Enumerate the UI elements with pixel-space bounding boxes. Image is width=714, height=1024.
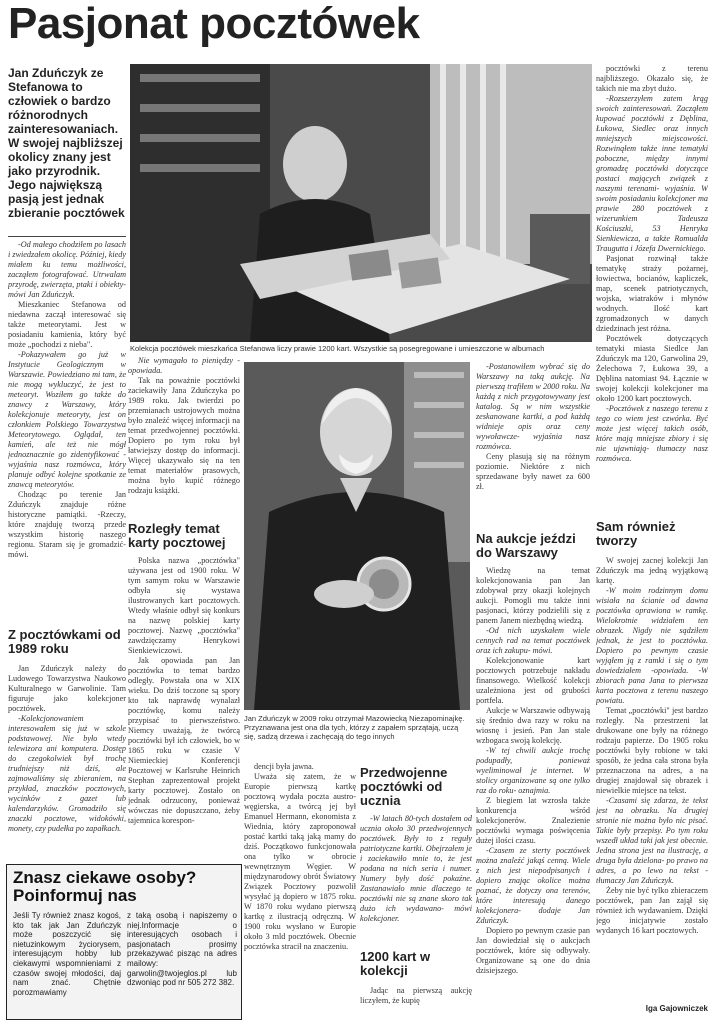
subheading-since-1989: Z pocztówkami od 1989 roku: [8, 627, 121, 656]
col5-paragraph: Temat „pocztówki" jest bardzo rozległy. Na przestrzeni lat drukowane one były na różnego rodzaju papierze. Do 1905 roku pocztówki były robione w taki sposób, że jedna cała strona była przeznaczona na adres, a na drugiej znajdował się obrazek i niewielkie miejsce na tekst.: [596, 706, 708, 795]
column-5-lower: [596, 556, 708, 996]
column-3: [244, 762, 356, 998]
photo-portrait-image: [244, 362, 470, 710]
lead-paragraph: Jan Zduńczyk ze Stefanowa to człowiek o bardzo różnorodnych zainteresowaniach. W swojej najbliższej okolicy znany jest jako przyrodnik. Jego największą pasją jest jednak zbieranie pocztówek: [8, 66, 125, 220]
col3-paragraph: dencji była jawna.: [254, 762, 314, 771]
col4-paragraph: Aukcje w Warszawie odbywają się średnio dwa razy w roku na wiosnę i jesień. Pan Jan stale wzbogaca swoją kolekcję.: [476, 706, 590, 745]
photo-collection: [130, 64, 592, 342]
promo-text-left: Jeśli Ty również znasz kogoś, kto tak jak Jan Zduńczyk może poszczycić się nietuzinkowym życiorysem, interesującym hobby lub ciekawymi wspomnieniami z czasów swojej młodości, daj nam znać. Chętnie porozmawiamy: [13, 911, 121, 997]
column-4-upper: [476, 362, 590, 528]
col4-paragraph: Z biegiem lat wzrosła także konkurencja wśród kolekcjonerów. Znalezienie pocztówki wymaga poświęcenia dużej ilości czasu.: [476, 796, 590, 845]
col5-paragraph: Pocztówek dotyczących tematyki miasta Siedlce Jan Zduńczyk ma 120, Garwolina 29, Żelechowa 7, Łukowa 39, a Dęblina natomiast 94. Łącznie w swojej kolekcji kolekcjoner ma około 1200 kart pocztowych.: [596, 334, 708, 403]
subheading-postcard-topic: Rozległy temat karty pocztowej: [128, 521, 226, 550]
column-3b: [360, 814, 472, 948]
col1-paragraph: -Od małego chodziłem po lasach i zwiedzałem okolicę. Później, kiedy miałem ku temu możliwości, zacząłem fotografować. Utrwalam przyrodę, zwierzęta, ptaki i obiekty- mówi Jan Zduńczyk.: [8, 240, 126, 299]
lead-divider: [8, 236, 126, 237]
promo-text-right: z taką osobą i napiszemy o niej.Informacje o interesujących osobach i pasjonatach prosimy przekazywać pisząc na adres mailowy: garwolin@twojeglos.pl lub dzwoniąc pod nr 505 272 382.: [127, 911, 237, 988]
col1-paragraph: -Kolekcjonowaniem interesowałem się już w szkole podstawowej. Nie było wtedy telewizora ani komputera. Dostęp do czegokolwiek był trochę trudniejszy niż dziś, ale zajmowaliśmy się zbieraniem, na przykład, znaczków pocztowych, wycinków z gazet lub kalendarzyków. Gromadziło się znaczki pocztowe, widokówki, monety, czy pudełka po zapałkach.: [8, 714, 126, 833]
photo-collection-image: [130, 64, 592, 342]
col5-paragraph: -Czasami się zdarza, że tekst jest na obrazku. Na drugiej stronie nie można było nic pisać. Takie były przepisy. Po tym roku wszedł układ taki jak jest obecnie. Jedna strona jest na ilustrację, a druga była dzielona- po prawo na adres, a po lewo na tekst -tłumaczy Jan Zduńczyk.: [596, 796, 708, 885]
col1-paragraph: Chodząc po terenie Jan Zduńczyk znajduje różne historyczne pamiątki. -Rzeczy, które znajduję tworzą przede wszystkim historię naszego regionu. Staram się je gromadzić- mówi.: [8, 490, 126, 559]
col4-paragraph: Kolekcjonowanie kart pocztowych potrzebuje nakładu finansowego. Wielkość kolekcji uzależniona jest od grubości portfela.: [476, 656, 590, 705]
col4-paragraph: Ceny plasują się na różnym poziomie. Niektóre z nich sprzedawane były nawet za 600 zł.: [476, 452, 590, 491]
col1-paragraph: Mieszkaniec Stefanowa od niedawna zaczął interesować się także meteorytami. Jest w posiadaniu kamienia, który być może „pochodzi z nieba".: [8, 300, 126, 349]
col2-paragraph: Polska nazwa „pocztówka" używana jest od 1900 roku. W tym samym roku w Warszawie odbyła się wystawa ilustrowanych kart pocztowych. Wtedy właśnie odbył się konkurs na nazwę polskiej karty pocztowej. Nazwę „pocztówka" zawdzięczamy Henrykowi Sienkiewiczowi.: [128, 556, 240, 655]
promo-box: [6, 864, 242, 1020]
headline: Pasjonat pocztówek: [8, 0, 420, 48]
col4-paragraph: -W tej chwili aukcje trochę podupadły, ponieważ wyeliminował je internet. W stolicy organizowane są one tylko raz do roku- oznajmia.: [476, 746, 590, 795]
subheading-creates-himself: Sam również tworzy: [596, 519, 676, 548]
col4-paragraph: -Czasem ze sterty pocztówek można znaleźć jakąś cenną. Wiele z nich jest niepodpisanych i dopiero znając okolice można poznać, że dotyczy ona terenów, które interesują danego kolekcjonera- dodaje Jan Zduńczyk.: [476, 846, 590, 925]
col3-paragraph: Uważa się zatem, że w Europie pierwszą kartkę pocztową wydała poczta austro-węgierska, a twórcą jej był Emanuel Hermann, ekonomista z Wiednia, który zaproponował postać kartki taką jaką mamy do dziś. Początkowo funkcjonowała ona tylko w obrocie wewnętrznym Węgier. W międzynarodowy obrót Światowy Związek Pocztowy pozwolił wysyłać ją dopiero w 1875 roku. W 1870 roku wydano pierwszą kartkę z ilustracją odręczną. W 1900 roku wysłano w Europie około 3 mld pocztówek. Obecnie pocztówka stracił na znaczeniu.: [244, 772, 356, 951]
column-1: [8, 240, 126, 624]
subheading-auctions: Na aukcje jeździ do Warszawy: [476, 531, 576, 560]
col5-paragraph: -W moim rodzinnym domu wisiała na ścianie od dawna pocztówka oprawiona w ramkę. Wielokrotnie widziałem ten obrazek. Nigdy nie sądziłem jednak, że jest to pocztówka. Dopiero po pewnym czasie wyjąłem ją z ramki i się o tym dowiedziałem -opowiada. -W zbiorach pana Jana to pierwsza karta pocztowa z terenu naszego powiatu.: [596, 586, 708, 705]
photo-collection-caption: Kolekcja pocztówek mieszkańca Stefanowa liczy prawie 1200 kart. Wszystkie są posegregowane i umieszczone w albumach: [130, 344, 545, 353]
col4-paragraph: -Postanowiłem wybrać się do Warszawy na taką aukcję. Na pierwszą trafiłem w 2000 roku. Na każdą z nich przygotowywany jest katalog. Są w nim wszystkie zeskanowane kartki, a pod każdą widnieje opis oraz ceny wywoławcze- wyjaśnia nasz rozmówca.: [476, 362, 590, 451]
author-byline: Iga Gajowniczek: [645, 1004, 708, 1013]
col1-paragraph: -Pokazywałem go już w Instytucie Geologicznym w Warszawie. Powiedziano mi tam, że nie mogą wykluczyć, że jest to meteoryt. Woziłem go także do znawcy z Warszawy, który kolekcjonuje meteoryty, jest on członkiem Polskiego Towarzystwa Meteorytowego. Oglądał, ten kamień, ale też nie mógł jednoznacznie go zidentyfikować -wyjaśnia nasz rozmówca, który planuje odbyć kolejne spotkanie ze znawcą meteorytów.: [8, 350, 126, 489]
col4-paragraph: -Od nich uzyskałem wiele cennych rad na temat pocztówek oraz ich zakupu- mówi.: [476, 626, 590, 655]
col4-paragraph: Wiedzę na temat kolekcjonowania pan Jan zdobywał przy okazji kolejnych aukcji. Pomogli mu także inni pasjonaci, którzy podzielili się z panem Janem niezbędną wiedzą.: [476, 566, 590, 625]
column-1-lower: [8, 664, 126, 860]
subheading-prewar-postcards: Przedwojenne pocztówki od ucznia: [360, 765, 448, 808]
photo-portrait-caption: Jan Zduńczyk w 2009 roku otrzymał Mazowiecką Niezapominajkę. Przyznawana jest ona dla tych, którzy z zapałem sprzątają, uczą się, sadzą drzewa i zachęcają do tego innych: [244, 714, 465, 741]
col5-paragraph: W swojej zacnej kolekcji Jan Zduńczyk ma jedną wyjątkową kartę.: [596, 556, 708, 585]
column-2-upper: [128, 356, 240, 520]
column-5-upper: [596, 64, 708, 514]
col5-paragraph: -Pocztówek z naszego terenu z tego co wiem jest czwórka. Być może jest więcej takich osób, które mają mniejsze zbiory i się nie ujawniają- tłumaczy nasz rozmówca.: [596, 404, 708, 463]
col4-paragraph: Dopiero po pewnym czasie pan Jan dowiedział się o aukcjach pocztówek, które się odbywały. Organizowane są one do dnia dzisiejszego.: [476, 926, 590, 975]
col5-paragraph: Żeby nie być tylko zbieraczem pocztówek, pan Jan zajął się również ich wydawaniem. Dzięki jego inicjatywie zostało wydanych 16 kart pocztowych.: [596, 886, 708, 935]
col2-paragraph: Tak na poważnie pocztówki zaciekawiły Jana Zduńczyka po 1989 roku. Jak twierdzi po przemianach ustrojowych można było znaleźć więcej informacji na temat przedwojennej pocztówki. Dopiero po tym roku był łatwiejszy dostęp do informacji. Więcej ukazywało się na ten temat materiałów prasowych, można było kupić różnego rodzaju książki.: [128, 376, 240, 495]
col1-paragraph: Jan Zduńczyk należy do Ludowego Towarzystwa Naukowo Kulturalnego w Garwolinie. Tam figuruje jako kolekcjoner pocztówek.: [8, 664, 126, 713]
col2-paragraph: Nie wymagało to pieniędzy -opowiada.: [128, 356, 240, 375]
col3b-paragraph: Jadąc na pierwszą aukcję liczyłem, że kupię: [360, 986, 472, 1005]
subheading-1200-cards: 1200 kart w kolekcji: [360, 949, 431, 978]
column-4-lower: [476, 566, 590, 1018]
promo-title: Znasz ciekawe osoby? Poinformuj nas: [13, 868, 197, 905]
col2-paragraph: Jak opowiada pan Jan pocztówka to temat bardzo odległy. Powstała ona w XIX wieku. Do dziś toczone są spory kto tak naprawdę wynalazł pocztówkę, komu należy przypisać to pierwszeństwo. Niemcy uważają, że twórcą pocztówki był ich człowiek, bo w 1865 roku w czasie V Niemieckiej Konferencji Pocztowej w Karlsruhe Heinrich Stephan zaprezentował projekt karty pocztowej. Zostało on jednak odrzucony, ponieważ wówczas nie dopuszczano, żeby tajemnica korespon-: [128, 656, 240, 825]
col5-paragraph: Pasjonat rozwinął także tematykę straży pożarnej, łowiectwa, bocianów, kapliczek, map, scenek patriotycznych, wojska, wiatraków i młynów wodnych. Ilość kart zgromadzonych w danych dziedzinach jest różna.: [596, 254, 708, 333]
photo-portrait: [244, 362, 470, 710]
column-3b-lower: [360, 986, 472, 1018]
col5-paragraph: pocztówki z terenu najbliższego. Okazało się, że takich nie ma zbyt dużo.: [596, 64, 708, 93]
col5-paragraph: -Rozszerzyłem zatem krąg swoich zainteresowań. Zacząłem kupować pocztówki z Dęblina, Łukowa, Siedlec oraz innych mniejszych miejscowości. Rozwinąłem także inne tematyki poboczne, między innymi gromadzę pocztówki dotyczące postaci mających związek z naszymi terenami- wyjaśnia. W swoim posiadaniu kolekcjoner ma prawie 280 pocztówek z wizerunkiem Tadeusza Kościuszki, 53 Henryka Sienkiewicza, a także Romualda Traugutta i Józefa Dwernickiego.: [596, 94, 708, 253]
col3b-paragraph: -W latach 80-tych dostałem od ucznia około 30 przedwojennych pocztówek. Były to z reguły patriotyczne kartki. Obejrzałem je i zaciekawiło mnie to, że jest podana na nich seria i numer. Numery były dość pokaźne. Zastanawiało mnie dlaczego te pocztówki nie są znane skoro tak dużo ich wydawano- mówi kolekcjoner.: [360, 814, 472, 923]
